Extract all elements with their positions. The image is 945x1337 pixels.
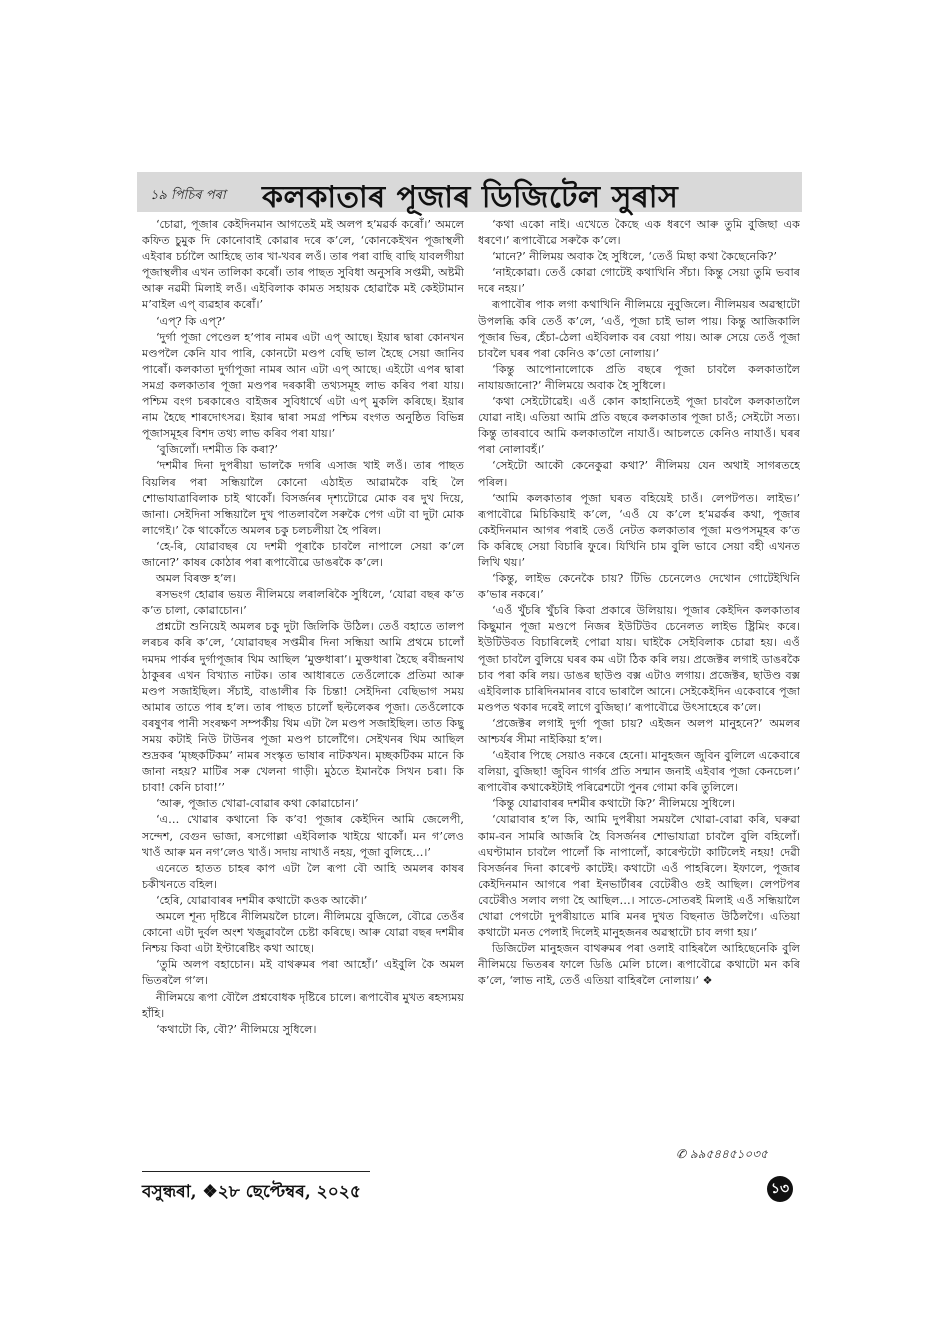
- paragraph: ‘বুজিলোঁ। দশমীত কি কৰা?’: [156, 443, 278, 457]
- paragraph: ‘তুমি অলপ বহাচোন। মই বাথৰুমৰ পৰা আহোঁ।’ এইবুলি কৈ অমল ভিতৰলৈ গ’ল।: [142, 958, 464, 988]
- paragraph: প্ৰশ্নটো শুনিয়েই অমলৰ চকু দুটা জিলিকি উঠিল। তেওঁ বহাতে তালপ লৰচৰ কৰি ক’লে, ‘যোৱাবছৰ সপ্তমীৰ দিনা সন্ধিয়া আমি প্ৰথমে চালোঁ দমদম পাৰ্কৰ দুৰ্গাপূজাৰ থিম আছিল ‘মুক্তধাৰা’। মুক্তধাৰা হৈছে ৰবীন্দ্ৰনাথ ঠাকুৰৰ এখন বিখ্যাত নাটক। তাৰ আধাৰতে তেওঁলোকে প্ৰতিমা আৰু মণ্ডপ সজাইছিল। সঁচাই, বাঙালীৰ কি চিন্তা! সেইদিনা বেছিভাগ সময় আমাৰ তাতে পাৰ হ’ল। তাৰ পাছত চালোঁ ছল্টলেকৰ পূজা। তেওঁলোকে বৰষুণৰ পানী সংৰক্ষণ সম্পৰ্কীয় থিম এটা লৈ মণ্ডপ সজাইছিল। তাত কিছু সময় কটাই নিউ টাউনৰ পূজা মণ্ডপ চালোঁগৈ। সেইখনৰ থিম আছিল শুদ্ৰকৰ ‘মৃচ্ছকটিকম’ নামৰ সংস্কৃত ভাষাৰ নাটকখন। মৃচ্ছকটিকম মানে কি জানা নহয়? মাটিৰ সৰু খেলনা গাড়ী। মুঠতে ইমানকৈ সিখন চৰা। কি চাবা! কেনি চাবা!’’: [142, 620, 464, 795]
- paragraph: ‘মানে?’ নীলিময় অবাক হৈ সুধিলে, ‘তেওঁ মিছা কথা কৈছেনেকি?’: [492, 250, 777, 264]
- paragraph: ‘প্ৰজেক্টৰ লগাই দুৰ্গা পূজা চায়? এইজন অলপ মানুহনে?’ অমলৰ আশ্চৰ্যৰ সীমা নাইকিয়া হ’ল।: [478, 716, 800, 746]
- paragraph: ‘আমি কলকাতাৰ পূজা ঘৰত বহিয়েই চাওঁ। লেপটপত। লাইভ।’ ৰূপাবৌৱে মিচিকিয়াই ক’লে, ‘এওঁ যে ক’লে হ’মৱৰ্কৰ কথা, পূজাৰ কেইদিনমান আগৰ পৰাই তেওঁ নেটত কলকাতাৰ পূজা মণ্ডপসমূহৰ ক’ত কি কৰিছে সেয়া বিচাৰি ফুৰে। যিখিনি চাম বুলি ভাবে সেয়া বহী এখনত লিখি থয়।’: [478, 491, 800, 569]
- paragraph: ‘এপ্‌? কি এপ্‌?’: [156, 314, 226, 328]
- paragraph: ‘এ… খোৱাৰ কথানো কি ক’ব! পূজাৰ কেইদিন আমি জেলেপী, সন্দেশ, বেগুন ভাজা, ৰসগোল্লা এইবিলাক খাইয়ে থাকোঁ। মন গ’লেও খাওঁ আৰু মন নগ’লেও খাওঁ। সদায় নাখাওঁ নহয়, পূজা বুলিহে…।’: [142, 813, 464, 859]
- paragraph: ‘কিন্তু আপোনালোকে প্ৰতি বছৰে পূজা চাবলৈ কলকাতালৈ নাযায়জানো?’ নীলিময়ে অবাক হৈ সুধিলে।: [478, 362, 800, 392]
- paragraph: ‘কিন্তু, লাইভ কেনেকৈ চায়? টিভি চেনেলেও দেখোন গোটেইখিনি ক’ভাৰ নকৰে।’: [478, 572, 800, 602]
- author-phone: ✆ ৯৯৫৪৪৫১০৩৫: [676, 1147, 768, 1161]
- paragraph: ‘কিন্তু যোৱাবাৰৰ দশমীৰ কথাটো কি?’ নীলিময়ে সুধিলে।: [492, 797, 736, 811]
- paragraph: ‘নাইকোৱা। তেওঁ কোৱা গোটেই কথাখিনি সঁচা। কিন্তু সেয়া তুমি ভবাৰ দৰে নহয়।’: [478, 266, 800, 296]
- paragraph: ৰূপাবৌৰ পাক লগা কথাখিনি নীলিময়ে নুবুজিলে। নীলিময়ৰ অৱস্থাটো উপলব্ধি কৰি তেওঁ ক’লে, ‘এওঁ, পূজা চাই ভাল পায়। কিন্তু আজিকালি পূজাৰ ভিৰ, হেঁচা-ঠেলা এইবিলাক বৰ বেয়া পায়। আৰু সেয়ে তেওঁ পূজা চাবলৈ ঘৰৰ পৰা কেনিও ক’তো নোলায়।’: [478, 298, 800, 360]
- footer-rule: [142, 1171, 370, 1172]
- paragraph: অমলে শূন্য দৃষ্টিৰে নীলিময়লৈ চালে। নীলিময়ে বুজিলে, বৌৱে তেওঁৰ কোনো এটা দুৰ্বল অংশ খজুৱাবলৈ চেষ্টা কৰিছে। আৰু যোৱা বছৰ দশমীৰ নিশ্চয় কিবা এটা ইণ্টাৰেষ্টিং কথা আছে।: [142, 910, 464, 956]
- paragraph: নীলিময়ে ৰূপা বৌলৈ প্ৰশ্নবোধক দৃষ্টিৰে চালে। ৰূপাবৌৰ মুখত ৰহস্যময় হাঁহি।: [142, 990, 464, 1020]
- right-column: [478, 217, 800, 1162]
- paragraph: ‘হেৰি, যোৱাবাৰৰ দশমীৰ কথাটো কওক আকৌ।’: [156, 893, 368, 907]
- paragraph: ‘দুৰ্গা পূজা পেণ্ডেল হ’পাৰ নামৰ এটা এপ্‌ আছে। ইয়াৰ দ্বাৰা কোনখন মণ্ডপলৈ কেনি যাব পাৰি, কোনটো মণ্ডপ বেছি ভাল হৈছে সেয়া জানিব পাৰোঁ। কলকাতা দুৰ্গাপূজা নামৰ আন এটা এপ্‌ আছে। এইটো এপৰ দ্বাৰা সমগ্ৰ কলকাতাৰ পূজা মণ্ডপৰ দৰকাৰী তথ্যসমূহ লাভ কৰিব পৰা যায়। পশ্চিম বংগ চৰকাৰেও বাইজৰ সুবিধাৰ্থে এটা এপ্‌ মুকলি কৰিছে। ইয়াৰ নাম হৈছে শাৰদোৎসৱ। ইয়াৰ দ্বাৰা সমগ্ৰ পশ্চিম বংগত অনুষ্ঠিত বিভিন্ন পূজাসমূহৰ বিশদ তথ্য লাভ কৰিব পৰা যায়।’: [142, 330, 464, 441]
- article-title: কলকাতাৰ পূজাৰ ডিজিটেল সুৰাস: [262, 180, 679, 215]
- page-number: ১৩: [767, 1176, 793, 1202]
- paragraph: এনেতে হাতত চাহৰ কাপ এটা লৈ ৰূপা বৌ আহি অমলৰ কাষৰ চকীখনতে বহিল।: [142, 861, 464, 891]
- paragraph: ‘চোৱা, পূজাৰ কেইদিনমান আগতেই মই অলপ হ’মৱৰ্ক কৰোঁ।’ অমলে কফিত চুমুক দি কোনোবাই কোৱাৰ দৰে ক’লে, ‘কোনকেইখন পূজাস্থলী এইবাৰ চৰ্চালৈ আহিছে তাৰ খা-খবৰ লওঁ। তাৰ পৰা বাছি বাছি যাবলগীয়া পূজাস্থলীৰ এখন তালিকা কৰোঁ। তাৰ পাছত সুবিধা অনুসৰি সপ্তমী, অষ্টমী আৰু নৱমী মিলাই লওঁ। এইবিলাক কামত সহায়ক হোৱাকৈ মই কেইটামান ম’বাইল এপ্‌ ব্যৱহাৰ কৰোঁ।’: [142, 218, 464, 312]
- paragraph: ‘এইবাৰ পিছে সেয়াও নকৰে হেনো। মানুহজন জুবিন বুলিলে একেবাৰে বলিয়া, বুজিছা! জুবিন গাৰ্গৰ প্ৰতি সন্মান জনাই এইবাৰ পূজা কেনচেল।’ ৰূপাবৌৰ কথাকেইটাই পৰিৱেশটো পুনৰ গোমা কৰি তুলিলে।: [478, 749, 800, 795]
- paragraph: ডিজিটেল মানুহজন বাথৰুমৰ পৰা ওলাই বাহিৰলৈ আহিছেনেকি বুলি নীলিময়ে ভিতৰৰ ফালে ডিঙি মেলি চালে। ৰূপাবৌৱে কথাটো মন কৰি ক’লে, ‘লাভ নাই, তেওঁ এতিয়া বাহিৰলৈ নোলায়।’ ❖: [478, 942, 800, 988]
- paragraph: ‘কথা একো নাই। এখেতে কৈছে এক ধৰণে আৰু তুমি বুজিছা এক ধৰণে।’ ৰূপাবৌৱে সৰুকৈ ক’লে।: [478, 218, 800, 248]
- paragraph: ‘কথাটো কি, বৌ?’ নীলিময়ে সুধিলে।: [156, 1022, 317, 1036]
- paragraph: ‘সেইটো আকৌ কেনেকুৱা কথা?’ নীলিময় যেন অথাই সাগৰতহে পৰিল।: [478, 459, 800, 489]
- paragraph: ‘হে-ৰি, যোৱাবছৰ যে দশমী পূৰাকৈ চাবলৈ নাপালে সেয়া ক’লে জানো?’ কাষৰ কোঠাৰ পৰা ৰূপাবৌৱে ডাঙৰকৈ ক’লে।: [142, 539, 464, 569]
- paragraph: ‘আৰু, পূজাত খোৱা-বোৱাৰ কথা কোৱাচোন।’: [156, 797, 359, 811]
- paragraph: অমল বিৰক্ত হ’ল।: [156, 572, 236, 586]
- paragraph: ‘যোৱাবাৰ হ’ল কি, আমি দুপৰীয়া সময়লৈ খোৱা-বোৱা কৰি, ঘৰুৱা কাম-বন সামৰি আজৰি হৈ বিসৰ্জনৰ শোভাযাত্ৰা চাবলৈ বুলি বহিলোঁ। এঘণ্টামান চাবলৈ পালোঁ কি নাপালোঁ, কাৰেণ্টটো কাটিলেই নহয়! দেৱী বিসৰ্জনৰ দিনা কাৰেণ্ট কাটেই। কথাটো এওঁ পাহৰিলে। ইফালে, পূজাৰ কেইদিনমান আগৰে পৰা ইনভাৰ্টাৰৰ বেটেৰীও গুই আছিল। লেপটপৰ বেটেৰীও সলাব লগা হৈ আছিল…। সাতে-সোতৰই মিলাই এওঁ সন্ধিয়ালৈ খোৱা পেগটো দুপৰীয়াতে মাৰি মনৰ দুখত বিছনাত উঠিলগৈ। এতিয়া কথাটো মনত পেলাই দিলেই মানুহজনৰ অৱস্থাটো চাব লগা হয়।’: [478, 813, 800, 940]
- left-column: [142, 217, 464, 1162]
- paragraph: ৰসভংগ হোৱাৰ ভয়ত নীলিময়ে লৰালৰিকৈ সুধিলে, ‘যোৱা বছৰ ক’ত ক’ত চালা, কোৱাচোন।’: [142, 588, 464, 618]
- paragraph: ‘এওঁ খুঁচৰি খুঁচৰি কিবা প্ৰকাৰে উলিয়ায়। পূজাৰ কেইদিন কলকাতাৰ কিছুমান পূজা মণ্ডপে নিজৰ ইউটিউব চেনেলত লাইভ ষ্ট্ৰিমিং কৰে। ইউটিউবত বিচাৰিলেই পোৱা যায়। ঘাইকৈ সেইবিলাক চোৱা হয়। এওঁ পূজা চাবলৈ বুলিয়ে ঘৰৰ কম এটা ঠিক কৰি লয়। প্ৰজেক্টৰ লগাই ডাঙৰকৈ চাব পৰা কৰি লয়। ডাঙৰ ছাউণ্ড বক্স এটাও লগায়। প্ৰজেক্টৰ, ছাউণ্ড বক্স এইবিলাক চাৰিদিনমানৰ বাবে ভাৰালৈ আনে। সেইকেইদিন একেবাৰে পূজা মণ্ডপত থকাৰ দৰেই লাগে বুজিছা।’ ৰূপাবৌৱে উৎসাহেৰে ক’লে।: [478, 604, 800, 714]
- continued-from-label: ১৯ পিচিৰ পৰা: [150, 188, 226, 203]
- paragraph: ‘কথা সেইটোৱেই। এওঁ কোন কাহানিতেই পূজা চাবলৈ কলকাতালৈ যোৱা নাই। এতিয়া আমি প্ৰতি বছৰে কলকাতাৰ পূজা চাওঁ; সেইটো সত্য। কিন্তু তাৰবাবে আমি কলকাতালৈ নাযাওঁ। আচলতে কেনিও নাযাওঁ। ঘৰৰ পৰা নোলাবহঁ।’: [478, 395, 800, 457]
- paragraph: ‘দশমীৰ দিনা দুপৰীয়া ভালকৈ দগৰি এসাজ খাই লওঁ। তাৰ পাছত বিয়লিৰ পৰা সন্ধিয়ালৈ কোনো এঠাইত আৱামকৈ বহি লৈ শোভাযাত্ৰাবিলাক চাই থাকোঁ। বিসৰ্জনৰ দৃশ্যটোৱে মোক বৰ দুখ দিয়ে, জানা। সেইদিনা সন্ধিয়ালৈ দুখ পাতলাবলৈ সৰুকৈ পেগ এটা বা দুটা মোক লাগেই।’ কৈ থাকোঁতে অমলৰ চকু চলচলীয়া হৈ পৰিল।: [142, 459, 464, 537]
- publication-date: বসুন্ধৰা, ❖২৮ ছেপ্টেম্বৰ, ২০২৫: [142, 1182, 361, 1202]
